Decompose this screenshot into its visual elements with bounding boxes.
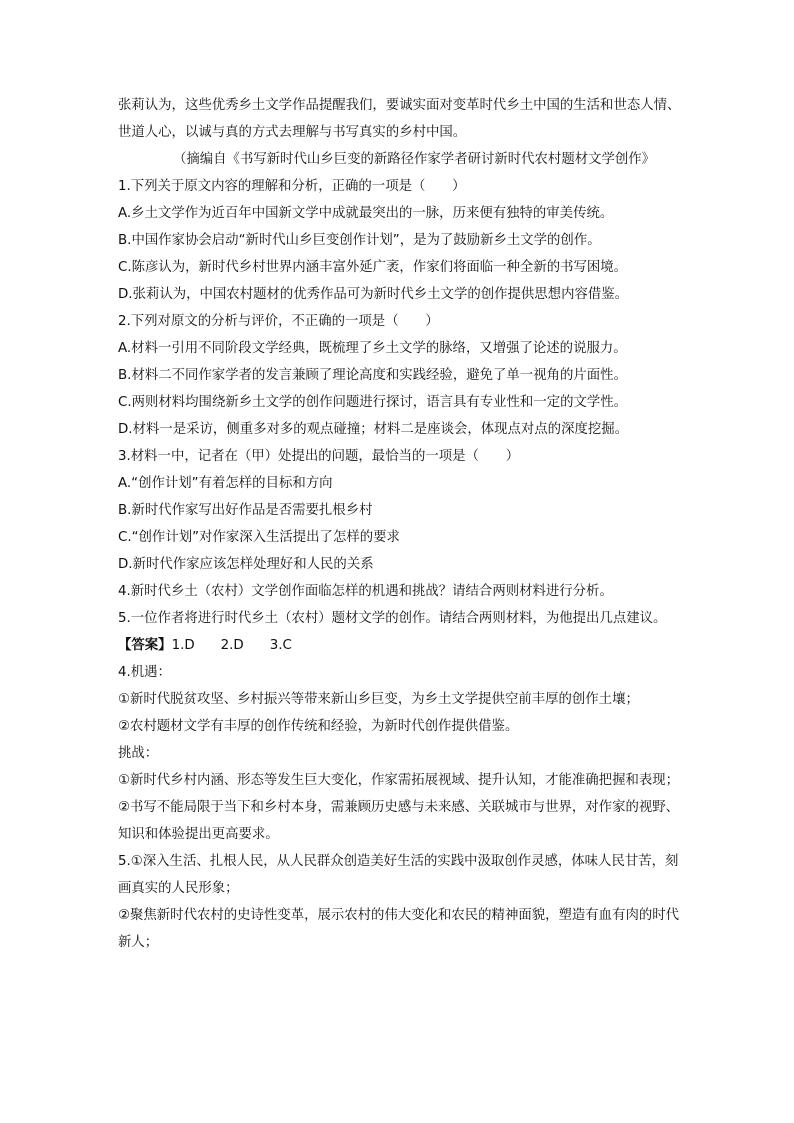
question-3-option-a: A.“创作计划”有着怎样的目标和方向 <box>118 476 333 491</box>
question-1-option-c: C.陈彦认为，新时代乡村世界内涵丰富外延广袤，作家们将面临一种全新的书写困境。 <box>118 260 628 275</box>
answer-4-challenge-title: 挑战： <box>118 746 159 761</box>
document-body <box>118 92 682 956</box>
question-5-stem: 5.一位作者将进行时代乡土（农村）题材文学的创作。请结合两则材料，为他提出几点建议。 <box>118 611 667 626</box>
answer-2: 2.D <box>220 638 244 653</box>
question-4-stem: 4.新时代乡土（农村）文学创作面临怎样的机遇和挑战？请结合两则材料进行分析。 <box>118 584 613 599</box>
answer-key-line <box>118 632 682 659</box>
question-1-option-d: D.张莉认为，中国农村题材的优秀作品可为新时代乡土文学的创作提供思想内容借鉴。 <box>118 287 629 302</box>
source-citation: （摘编自《书写新时代山乡巨变的新路径作家学者研讨新时代农村题材文学创作》 <box>173 152 656 167</box>
answer-5-point-1: 5.①深入生活、扎根人民，从人民群众创造美好生活的实践中汲取创作灵感，体味人民甘苦，刻画真实的人民形象； <box>118 854 679 896</box>
question-2-option-a: A.材料一引用不同阶段文学经典，既梳理了乡土文学的脉络，又增强了论述的说服力。 <box>118 341 627 356</box>
question-2-option-d: D.材料一是采访，侧重多对多的观点碰撞；材料二是座谈会，体现点对点的深度挖掘。 <box>118 422 629 437</box>
answer-5-point-2: ②聚焦新时代农村的史诗性变革，展示农村的伟大变化和农民的精神面貌，塑造有血有肉的时代新人； <box>118 908 680 950</box>
answer-1: 1.D <box>171 638 195 653</box>
question-2-option-c: C.两则材料均围绕新乡土文学的创作问题进行探讨，语言具有专业性和一定的文学性。 <box>118 395 628 410</box>
question-3-option-d: D.新时代作家应该怎样处理好和人民的关系 <box>118 557 374 572</box>
question-3-option-c: C.“创作计划”对作家深入生活提出了怎样的要求 <box>118 530 400 545</box>
answer-4-opportunity-2: ②农村题材文学有丰厚的创作传统和经验，为新时代创作提供借鉴。 <box>118 719 519 734</box>
answer-3: 3.C <box>269 638 292 653</box>
question-2-stem: 2.下列对原文的分析与评价，不正确的一项是（ ） <box>118 314 439 329</box>
intro-paragraph: 张莉认为，这些优秀乡土文学作品提醒我们，要诚实面对变革时代乡土中国的生活和世态人情、世道人心，以诚与真的方式去理解与书写真实的乡村中国。 <box>118 98 681 140</box>
answer-4-opportunity-1: ①新时代脱贫攻坚、乡村振兴等带来新山乡巨变，为乡土文学提供空前丰厚的创作土壤； <box>118 692 639 707</box>
question-1-option-a: A.乡土文学作为近百年中国新文学中成就最突出的一脉，历来便有独特的审美传统。 <box>118 206 614 221</box>
answer-4-title: 4.机遇： <box>118 665 171 680</box>
answer-4-challenge-2: ②书写不能局限于当下和乡村本身，需兼顾历史感与未来感、关联城市与世界，对作家的视野、知识和体验提出更高要求。 <box>118 800 680 842</box>
question-3-option-b: B.新时代作家写出好作品是否需要扎根乡村 <box>118 503 373 518</box>
question-1-option-b: B.中国作家协会启动“新时代山乡巨变创作计划”，是为了鼓励新乡土文学的创作。 <box>118 233 601 248</box>
question-2-option-b: B.材料二不同作家学者的发言兼顾了理论高度和实践经验，避免了单一视角的片面性。 <box>118 368 627 383</box>
question-1-stem: 1.下列关于原文内容的理解和分析，正确的一项是（ ） <box>118 179 466 194</box>
question-3-stem: 3.材料一中，记者在（甲）处提出的问题，最恰当的一项是（ ） <box>118 449 520 464</box>
answer-4-challenge-1: ①新时代乡村内涵、形态等发生巨大变化，作家需拓展视域、提升认知，才能准确把握和表现； <box>118 773 680 788</box>
answer-label: 【答案】 <box>118 638 172 653</box>
